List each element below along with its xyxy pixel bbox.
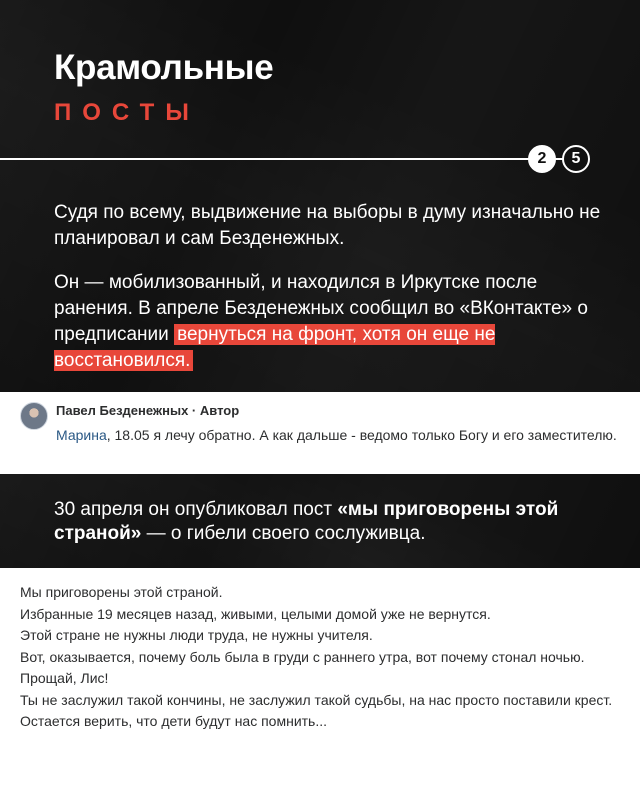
comment-text bbox=[56, 425, 626, 445]
story-card-top bbox=[0, 0, 640, 392]
paragraph-2 bbox=[54, 270, 614, 374]
comment-author[interactable]: Павел Безденежных · Автор bbox=[56, 403, 240, 418]
card-subtitle: ПОСТЫ bbox=[54, 99, 200, 126]
post-line: Мы приговорены этой страной. bbox=[20, 584, 223, 600]
paragraph-3-before: 30 апреля он опубликовал пост bbox=[54, 499, 338, 520]
reply-to-link[interactable]: Марина bbox=[56, 427, 107, 443]
paragraph-2-highlight: вернуться на фронт, хотя он еще не восстановился. bbox=[54, 324, 496, 371]
paragraph-3-bold: «мы приговорены этой страной» bbox=[54, 499, 559, 544]
post-line: Этой стране не нужны люди труда, не нужны учителя. bbox=[20, 627, 373, 643]
post-line: Остается верить, что дети будут нас помнить... bbox=[20, 713, 328, 729]
divider-line bbox=[0, 158, 560, 160]
paragraph-3-after: — о гибели своего сослуживца. bbox=[141, 523, 426, 544]
slide-counter bbox=[528, 145, 592, 173]
post-line: Прощай, Лис! bbox=[20, 670, 109, 686]
post-line: Вот, оказывается, почему боль была в груди с раннего утра, вот почему стонал ночью. bbox=[20, 648, 585, 665]
vk-comment bbox=[0, 392, 640, 474]
comment-body: , 18.05 я лечу обратно. А как дальше - ведомо только Богу и его заместителю. bbox=[106, 427, 617, 443]
paragraph-1: Судя по всему, выдвижение на выборы в думу изначально не планировал и сам Безденежных. bbox=[54, 202, 601, 249]
avatar[interactable] bbox=[20, 402, 48, 430]
card-title: Крамольные bbox=[54, 48, 274, 87]
vk-post-text bbox=[20, 582, 635, 733]
story-card-middle bbox=[0, 474, 640, 568]
paragraph-3 bbox=[54, 498, 614, 546]
post-line: Избранные 19 месяцев назад, живыми, целыми домой уже не вернутся. bbox=[20, 605, 491, 622]
counter-total: 5 bbox=[562, 145, 590, 173]
counter-current: 2 bbox=[528, 145, 556, 173]
paragraph-2-text: Он — мобилизованный, и находился в Иркутске после ранения. В апреле Безденежных сообщил во «ВКонтакте» о предписании bbox=[54, 272, 588, 345]
post-line: Ты не заслужил такой кончины, не заслужил такой судьбы, на нас просто поставили крест. bbox=[20, 691, 613, 708]
